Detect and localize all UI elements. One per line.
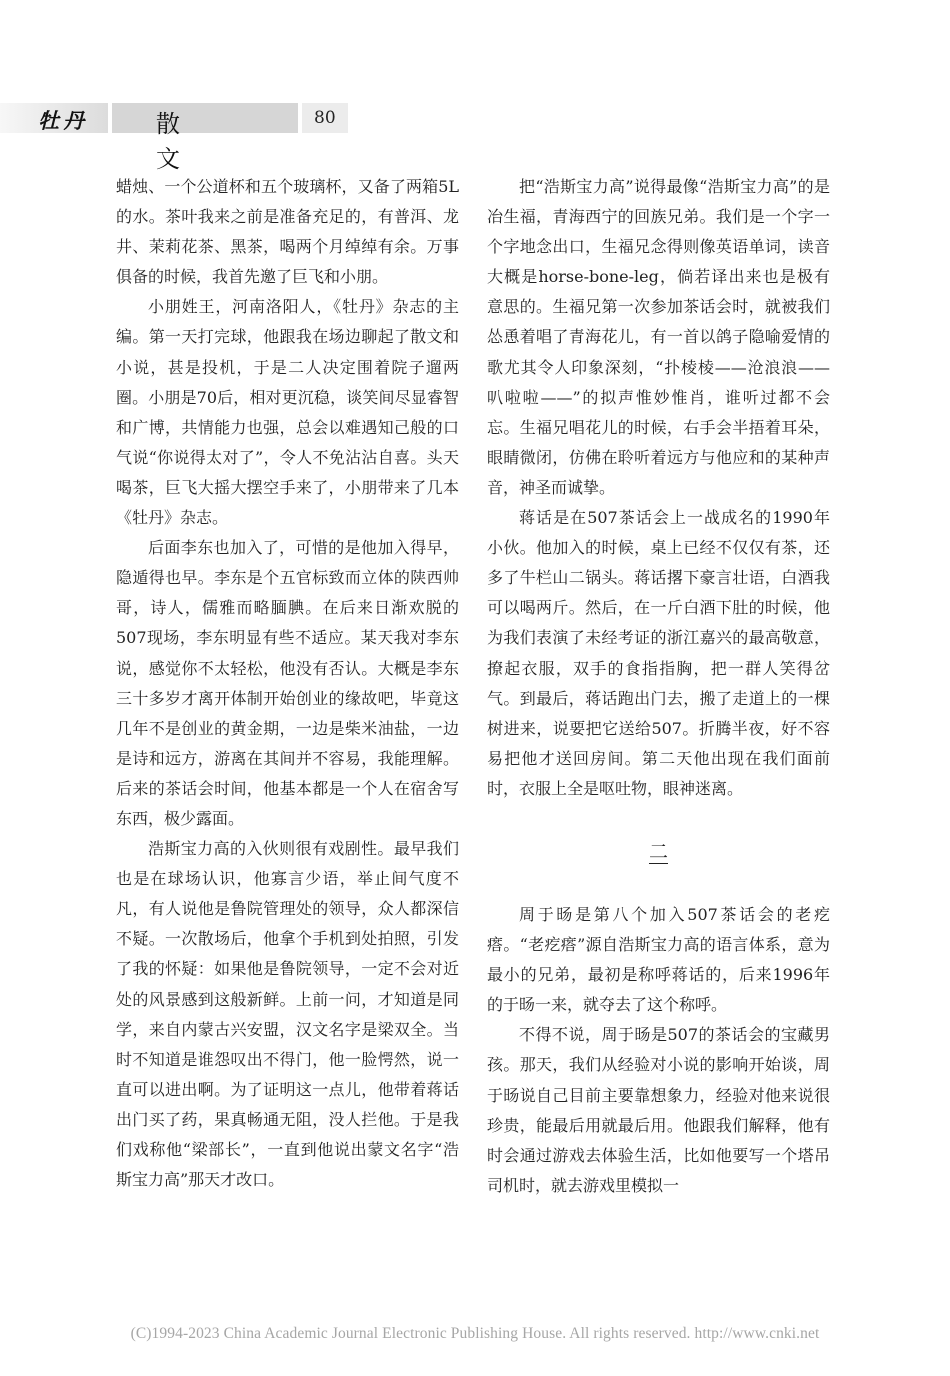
page-number: 80: [314, 108, 336, 128]
right-column: [487, 172, 830, 1201]
paragraph: 后面李东也加入了，可惜的是他加入得早，隐遁得也早。李东是个五官标致而立体的陕西帅哥，诗人，儒雅而略腼腆。在后来日渐欢脱的507现场，李东明显有些不适应。某天我对李东说，感觉你不太轻松，他没有否认。大概是李东三十多岁才离开体制开始创业的缘故吧，毕竟这几年不是创业的黄金期，一边是柴米油盐，一边是诗和远方，游离在其间并不容易，我能理解。后来的茶话会时间，他基本都是一个人在宿舍写东西，极少露面。: [116, 538, 459, 828]
magazine-logo: 牡丹: [38, 108, 88, 133]
page-header: [0, 103, 950, 173]
section-title: 散文: [156, 110, 230, 173]
paragraph: 蜡烛、一个公道杯和五个玻璃杯，又备了两箱5L的水。茶叶我来之前是准备充足的，有普洱、龙井、茉莉花茶、黑茶，喝两个月绰绰有余。万事俱备的时候，我首先邀了巨飞和小朋。: [116, 177, 459, 287]
page-number-cell: [302, 103, 348, 133]
left-column: [116, 172, 459, 1195]
paragraph: 周于旸是第八个加入507茶话会的老疙瘩。“老疙瘩”源自浩斯宝力高的语言体系，意为最小的兄弟，最初是称呼蒋话的，后来1996年的于旸一来，就夺去了这个称呼。: [487, 904, 830, 1015]
section-heading-text: 二: [648, 840, 668, 863]
paragraph: 浩斯宝力高的入伙则很有戏剧性。最早我们也是在球场认识，他寡言少语，举止间气度不凡，有人说他是鲁院管理处的领导，众人都深信不疑。一次散场后，他拿个手机到处拍照，引发了我的怀疑：如果他是鲁院领导，一定不会对近处的风景感到这般新鲜。上前一问，才知道是同学，来自内蒙古兴安盟，汉文名字是梁双全。当时不知道是谁怨叹出不得门，他一脸愕然，说一直可以进出啊。为了证明这一点儿，他带着蒋话出门买了药，果真畅通无阻，没人拦他。于是我们戏称他“梁部长”，一直到他说出蒙文名字“浩斯宝力高”那天才改口。: [116, 839, 459, 1190]
paragraph: 把“浩斯宝力高”说得最像“浩斯宝力高”的是冶生福，青海西宁的回族兄弟。我们是一个字一个字地念出口，生福兄念得则像英语单词，读音大概是horse-bone-leg，倘若译出来也是极有意思的。生福兄第一次参加茶话会时，就被我们怂恿着唱了青海花儿，有一首以鸽子隐喻爱情的歌尤其令人印象深刻，“扑棱棱——沧浪浪——叭啦啦——”的拟声惟妙惟肖，谁听过都不会忘。生福兄唱花儿的时候，右手会半捂着耳朵，眼睛微闭，仿佛在聆听着远方与他应和的某种声音，神圣而诚挚。: [487, 177, 830, 497]
paragraph: 蒋话是在507茶话会上一战成名的1990年小伙。他加入的时候，桌上已经不仅仅有茶，还多了牛栏山二锅头。蒋话撂下豪言壮语，白酒我可以喝两斤。然后，在一斤白酒下肚的时候，他为我们表演了未经考证的浙江嘉兴的最高敬意，撩起衣服，双手的食指指胸，把一群人笑得岔气。到最后，蒋话跑出门去，搬了走道上的一棵树进来，说要把它送给507。折腾半夜，好不容易把他才送回房间。第二天他出现在我们面前时，衣服上全是呕吐物，眼神迷离。: [487, 508, 830, 798]
section-heading: [487, 837, 830, 867]
magazine-logo-cell: [0, 103, 108, 133]
section-title-cell: [112, 103, 298, 173]
paragraph: 小朋姓王，河南洛阳人，《牡丹》杂志的主编。第一天打完球，他跟我在场边聊起了散文和小说，甚是投机，于是二人决定围着院子遛两圈。小朋是70后，相对更沉稳，谈笑间尽显睿智和广博，共情能力也强，总会以难遇知己般的口气说“你说得太对了”，令人不免沾沾自喜。头天喝茶，巨飞大摇大摆空手来了，小朋带来了几本《牡丹》杂志。: [116, 297, 459, 528]
paragraph: 不得不说，周于旸是507的茶话会的宝藏男孩。那天，我们从经验对小说的影响开始谈，周于旸说自己目前主要靠想象力，经验对他来说很珍贵，能最后用就最后用。他跟我们解释，他有时会通过游戏去体验生活，比如他要写一个塔吊司机时，就去游戏里模拟一: [487, 1025, 830, 1195]
copyright-footer: (C)1994-2023 China Academic Journal Electronic Publishing House. All rights reserved. http://www.cnki.net: [130, 1325, 820, 1342]
